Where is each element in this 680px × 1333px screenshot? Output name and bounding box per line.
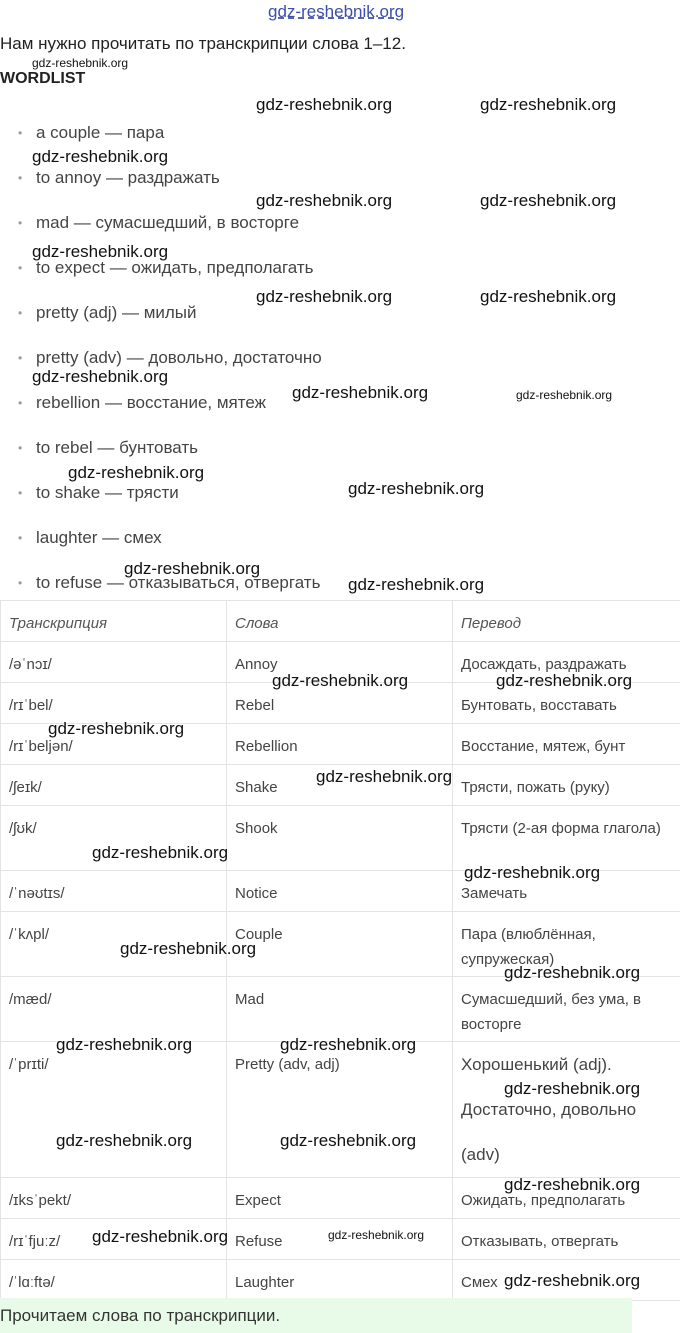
table-cell: /əˈnɔɪ/ <box>1 642 227 683</box>
table-cell: Couple <box>227 912 453 977</box>
watermark: gdz-reshebnik.org <box>56 1035 193 1054</box>
watermark: gdz-reshebnik.org <box>124 559 261 578</box>
watermark: gdz-reshebnik.org <box>504 1175 641 1194</box>
table-cell: Отказывать, отвергать <box>453 1219 680 1260</box>
watermark: gdz-reshebnik.org <box>68 463 205 482</box>
table-row <box>1 977 680 1042</box>
table-header-row <box>1 601 680 642</box>
table-cell: Shake <box>227 765 453 806</box>
table-cell: Сумасшедший, без ума, в восторге <box>453 977 680 1042</box>
table-cell: /ˈprɪti/ <box>1 1042 227 1178</box>
bullet-icon: • <box>18 486 23 500</box>
bullet-icon: • <box>18 531 23 545</box>
bullet-icon: • <box>18 351 23 365</box>
watermark: gdz-reshebnik.org <box>348 575 485 594</box>
table-cell: Пара (влюблённая, супружеская) <box>453 912 680 977</box>
watermark: gdz-reshebnik.org <box>316 767 453 786</box>
table-cell: Expect <box>227 1178 453 1219</box>
bullet-icon: • <box>18 441 23 455</box>
table-cell: Refuse <box>227 1219 453 1260</box>
watermark: gdz-reshebnik.org <box>56 1131 193 1150</box>
list-item: • pretty (adv) — довольно, достаточно <box>0 343 322 388</box>
watermark: gdz-reshebnik.org <box>92 843 229 862</box>
list-item: • to expect — ожидать, предполагать <box>0 253 322 298</box>
watermark: gdz-reshebnik.org <box>464 863 601 882</box>
table-cell: Notice <box>227 871 453 912</box>
bullet-icon: • <box>18 261 23 275</box>
header-translation: Перевод <box>453 601 680 642</box>
list-item: • to annoy — раздражать <box>0 163 322 208</box>
watermark: gdz-reshebnik.org <box>32 367 169 386</box>
table-cell: /ʃeɪk/ <box>1 765 227 806</box>
transcription-table <box>0 600 680 1301</box>
intro-text: Нам нужно прочитать по транскрипции слова 1–12. <box>0 34 406 53</box>
watermark: gdz-reshebnik.org <box>32 56 129 70</box>
watermark: gdz-reshebnik.org <box>48 719 185 738</box>
header-transcription: Транскрипция <box>1 601 227 642</box>
bullet-icon: • <box>18 171 23 185</box>
bullet-icon: • <box>18 126 23 140</box>
watermark: gdz-reshebnik.org <box>256 191 393 210</box>
watermark: gdz-reshebnik.org <box>480 95 617 114</box>
watermark: gdz-reshebnik.org <box>32 147 169 166</box>
header-words: Слова <box>227 601 453 642</box>
watermark: gdz-reshebnik.org <box>280 1035 417 1054</box>
table-cell: Laughter <box>227 1260 453 1301</box>
table-cell: Хорошенький (adj). Достаточно, довольно (adv) <box>453 1042 680 1178</box>
watermark: gdz-reshebnik.org <box>480 287 617 306</box>
table-cell: Annoy <box>227 642 453 683</box>
table-cell: /ˈnəʊtɪs/ <box>1 871 227 912</box>
watermark: gdz-reshebnik.org <box>256 95 393 114</box>
list-item: • to shake — трясти <box>0 478 322 523</box>
watermark: gdz-reshebnik.org <box>348 479 485 498</box>
watermark: gdz-reshebnik.org <box>256 287 393 306</box>
watermark: gdz-reshebnik.org <box>480 191 617 210</box>
list-item: • to rebel — бунтовать <box>0 433 322 478</box>
table-cell: /ˈkʌpl/ <box>1 912 227 977</box>
list-item: • mad — сумасшедший, в восторге <box>0 208 322 253</box>
table-cell: Замечать <box>453 871 680 912</box>
watermark: gdz-reshebnik.org <box>504 1079 641 1098</box>
list-item: • to refuse — отказываться, отвергать <box>0 568 322 613</box>
bullet-icon: • <box>18 576 23 590</box>
table-cell: Mad <box>227 977 453 1042</box>
watermark: gdz-reshebnik.org <box>120 939 257 958</box>
table-cell: Pretty (adv, adj) <box>227 1042 453 1178</box>
table-cell: Ожидать, предполагать <box>453 1178 680 1219</box>
table-cell: Восстание, мятеж, бунт <box>453 724 680 765</box>
watermark-top: gdz-reshebnik.org <box>268 2 405 21</box>
table-cell: Бунтовать, восставать <box>453 683 680 724</box>
table-cell: /ɪksˈpekt/ <box>1 1178 227 1219</box>
watermark: gdz-reshebnik.org <box>32 242 169 261</box>
watermark: gdz-reshebnik.org <box>292 383 429 402</box>
table-cell: /rɪˈbel/ <box>1 683 227 724</box>
table-cell: /mæd/ <box>1 977 227 1042</box>
table-cell: Rebellion <box>227 724 453 765</box>
watermark: gdz-reshebnik.org <box>328 1228 425 1242</box>
table-cell: Трясти, пожать (руку) <box>453 765 680 806</box>
bullet-icon: • <box>18 216 23 230</box>
watermark: gdz-reshebnik.org <box>516 388 613 402</box>
list-item: • pretty (adj) — милый <box>0 298 322 343</box>
bullet-icon: • <box>18 396 23 410</box>
watermark: gdz-reshebnik.org <box>504 1271 641 1290</box>
table-cell: /ˈlɑːftə/ <box>1 1260 227 1301</box>
table-cell: Смех <box>453 1260 680 1301</box>
watermark: gdz-reshebnik.org <box>496 671 633 690</box>
watermark: gdz-reshebnik.org <box>272 671 409 690</box>
list-item: • a couple — пара <box>0 118 322 163</box>
table-cell: /rɪˈfjuːz/ <box>1 1219 227 1260</box>
watermark: gdz-reshebnik.org <box>280 1131 417 1150</box>
list-item: • rebellion — восстание, мятеж <box>0 388 322 433</box>
table-cell: Трясти (2-ая форма глагола) <box>453 806 680 871</box>
table-cell: Shook <box>227 806 453 871</box>
wordlist-title: WORDLIST <box>0 70 86 87</box>
list-item: • laughter — смех <box>0 523 322 568</box>
watermark: gdz-reshebnik.org <box>92 1227 229 1246</box>
table-cell: /rɪˈbeljən/ <box>1 724 227 765</box>
bottom-note: Прочитаем слова по транскрипции. <box>0 1298 632 1333</box>
table-cell: /ʃʊk/ <box>1 806 227 871</box>
bullet-icon: • <box>18 306 23 320</box>
table-cell: Досаждать, раздражать <box>453 642 680 683</box>
table-cell: Rebel <box>227 683 453 724</box>
table-row <box>1 1042 680 1178</box>
watermark: gdz-reshebnik.org <box>504 963 641 982</box>
